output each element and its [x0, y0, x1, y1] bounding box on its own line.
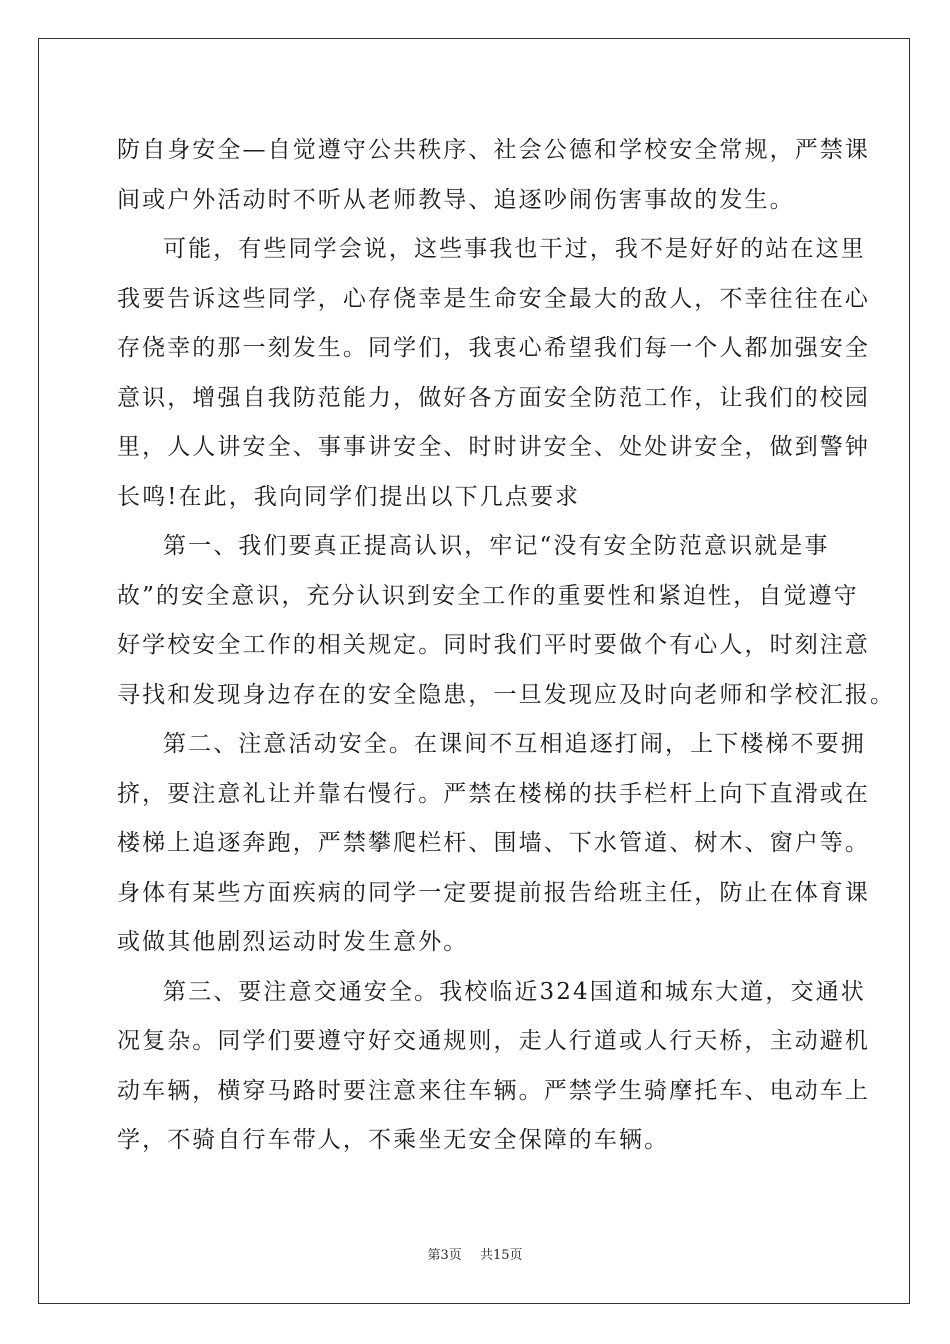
text-line: 长鸣!在此，我向同学们提出以下几点要求 — [117, 483, 581, 510]
text-line: 防自身安全—自觉遵守公共秩序、社会公德和学校安全常规，严禁课 — [117, 137, 870, 163]
text-line: 故”的安全意识，充分认识到安全工作的重要性和紧迫性，自觉遵守 — [117, 582, 859, 609]
page-number-total: 共15页 — [479, 1248, 523, 1263]
text-line: 况复杂。同学们要遵守好交通规则，走人行道或人行天桥，主动避机 — [117, 1028, 870, 1054]
text-line: 动车辆，横穿马路时要注意来往车辆。严禁学生骑摩托车、电动车上 — [117, 1077, 870, 1104]
page-number-current: 第3页 — [427, 1248, 462, 1263]
text-line: 我要告诉这些同学，心存侥幸是生命安全最大的敌人，不幸往往在心 — [117, 285, 870, 312]
text-line: 存侥幸的那一刻发生。同学们，我衷心希望我们每一个人都加强安全 — [117, 335, 870, 361]
text-line: 身体有某些方面疾病的同学一定要提前报告给班主任，防止在体育课 — [117, 879, 870, 906]
text-line: 可能，有些同学会说，这些事我也干过，我不是好好的站在这里 — [163, 236, 866, 262]
document-body — [117, 126, 896, 1166]
text-line: 寻找和发现身边存在的安全隐患，一旦发现应及时向老师和学校汇报。 — [117, 681, 896, 708]
page-footer — [0, 1244, 950, 1263]
text-line: 挤，要注意礼让并靠右慢行。严禁在楼梯的扶手栏杆上向下直滑或在 — [117, 780, 870, 807]
text-line: 楼梯上追逐奔跑，严禁攀爬栏杆、围墙、下水管道、树木、窗户等。 — [117, 830, 870, 856]
text-line: 意识，增强自我防范能力，做好各方面安全防范工作，让我们的校园 — [117, 384, 870, 411]
text-line: 学，不骑自行车带人，不乘坐无安全保障的车辆。 — [117, 1127, 670, 1153]
text-line: 第一、我们要真正提高认识，牢记“没有安全防范意识就是事 — [163, 533, 830, 559]
text-line: 好学校安全工作的相关规定。同时我们平时要做个有心人，时刻注意 — [117, 632, 870, 658]
text-line: 里，人人讲安全、事事讲安全、时时讲安全、处处讲安全，做到警钟 — [117, 434, 870, 460]
text-line: 或做其他剧烈运动时发生意外。 — [117, 929, 469, 955]
text-line: 间或户外活动时不听从老师教导、追逐吵闹伤害事故的发生。 — [117, 186, 795, 213]
text-line: 第三、要注意交通安全。我校临近324国道和城东大道，交通状 — [163, 978, 866, 1005]
text-line: 第二、注意活动安全。在课间不互相追逐打闹，上下楼梯不要拥 — [163, 731, 866, 757]
